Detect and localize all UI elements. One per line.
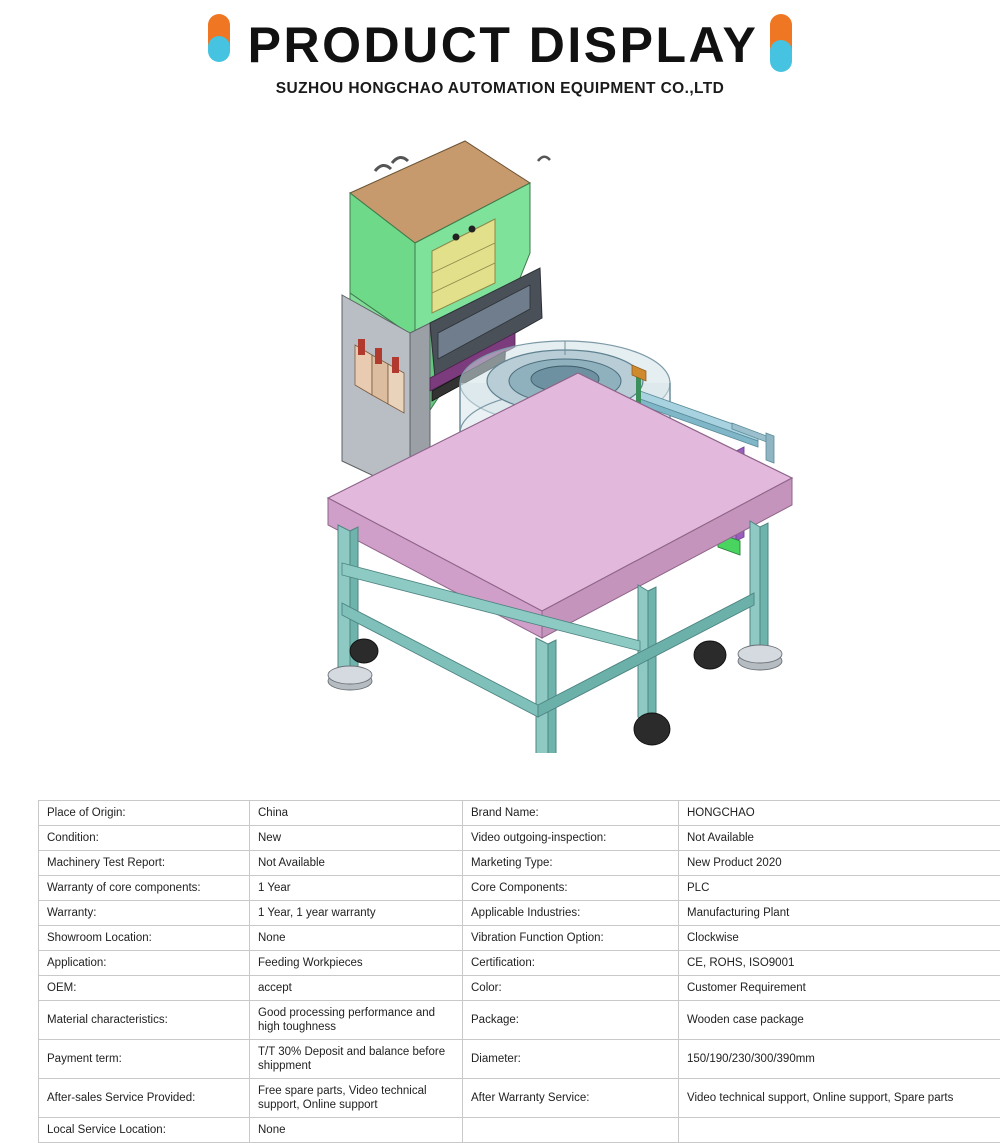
spec-label: Place of Origin: — [39, 801, 250, 826]
spec-label: Color: — [463, 976, 679, 1001]
table-row — [39, 826, 1000, 851]
spec-label — [463, 1118, 679, 1143]
spec-value: T/T 30% Deposit and balance before shippment — [250, 1040, 463, 1079]
company-name: SUZHOU HONGCHAO AUTOMATION EQUIPMENT CO.,LTD — [276, 80, 724, 98]
title-row — [206, 14, 795, 76]
spec-label: Diameter: — [463, 1040, 679, 1079]
spec-value — [679, 1118, 1000, 1143]
spec-label: Warranty: — [39, 901, 250, 926]
spec-value: Feeding Workpieces — [250, 951, 463, 976]
spec-value: New Product 2020 — [679, 851, 1000, 876]
spec-label: Payment term: — [39, 1040, 250, 1079]
decorative-pill-left — [206, 14, 232, 76]
spec-value: New — [250, 826, 463, 851]
spec-label: Condition: — [39, 826, 250, 851]
spec-label: Vibration Function Option: — [463, 926, 679, 951]
spec-value: Clockwise — [679, 926, 1000, 951]
spec-value: 1 Year — [250, 876, 463, 901]
spec-value: Manufacturing Plant — [679, 901, 1000, 926]
spec-label: Local Service Location: — [39, 1118, 250, 1143]
decorative-pill-right — [768, 14, 794, 76]
spec-label: Video outgoing-inspection: — [463, 826, 679, 851]
spec-label: Certification: — [463, 951, 679, 976]
pill-blue-icon — [208, 36, 230, 62]
spec-label: Machinery Test Report: — [39, 851, 250, 876]
spec-value: accept — [250, 976, 463, 1001]
spec-label: Showroom Location: — [39, 926, 250, 951]
page-title: PRODUCT DISPLAY — [248, 16, 759, 74]
specification-table-wrapper — [38, 800, 962, 1143]
spec-value: Customer Requirement — [679, 976, 1000, 1001]
pill-blue-icon — [770, 40, 792, 72]
spec-value: Not Available — [679, 826, 1000, 851]
table-row — [39, 976, 1000, 1001]
spec-value: China — [250, 801, 463, 826]
spec-label: Brand Name: — [463, 801, 679, 826]
spec-value: Video technical support, Online support, Spare parts — [679, 1079, 1000, 1118]
spec-value: PLC — [679, 876, 1000, 901]
specification-table — [38, 800, 1000, 1143]
spec-label: Core Components: — [463, 876, 679, 901]
spec-label: Marketing Type: — [463, 851, 679, 876]
spec-value: Free spare parts, Video technical support, Online support — [250, 1079, 463, 1118]
table-row — [39, 1118, 1000, 1143]
spec-label: Application: — [39, 951, 250, 976]
spec-label: Package: — [463, 1001, 679, 1040]
spec-label: OEM: — [39, 976, 250, 1001]
table-row — [39, 851, 1000, 876]
table-row — [39, 801, 1000, 826]
spec-value: CE, ROHS, ISO9001 — [679, 951, 1000, 976]
spec-value: 150/190/230/300/390mm — [679, 1040, 1000, 1079]
spec-value: Not Available — [250, 851, 463, 876]
table-row — [39, 876, 1000, 901]
spec-label: Applicable Industries: — [463, 901, 679, 926]
spec-value: Wooden case package — [679, 1001, 1000, 1040]
spec-label: Material characteristics: — [39, 1001, 250, 1040]
spec-value: Good processing performance and high toughness — [250, 1001, 463, 1040]
product-image-area — [0, 118, 1000, 778]
machine-illustration — [280, 133, 820, 753]
table-row — [39, 926, 1000, 951]
spec-value: 1 Year, 1 year warranty — [250, 901, 463, 926]
spec-label: Warranty of core components: — [39, 876, 250, 901]
spec-value: None — [250, 926, 463, 951]
spec-value: None — [250, 1118, 463, 1143]
spec-label: After-sales Service Provided: — [39, 1079, 250, 1118]
table-row — [39, 951, 1000, 976]
table-row — [39, 1079, 1000, 1118]
table-row — [39, 1040, 1000, 1079]
table-row — [39, 1001, 1000, 1040]
spec-label: After Warranty Service: — [463, 1079, 679, 1118]
page-header — [0, 0, 1000, 118]
table-row — [39, 901, 1000, 926]
spec-value: HONGCHAO — [679, 801, 1000, 826]
